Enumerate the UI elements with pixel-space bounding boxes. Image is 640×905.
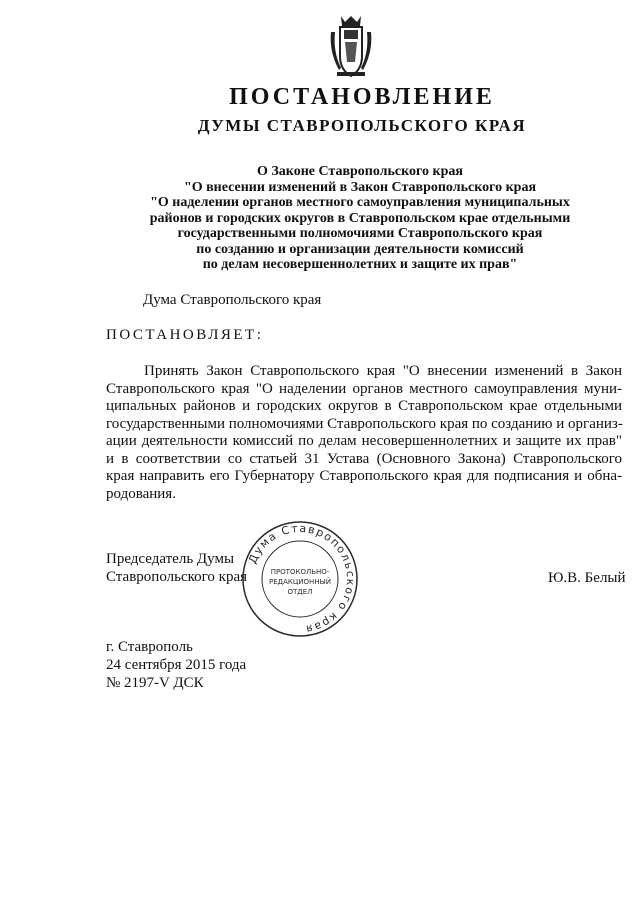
- heading-line: по делам несовершеннолетних и защите их прав": [202, 257, 518, 272]
- stamp-center-line: РЕДАКЦИОННЫЙ: [269, 578, 331, 586]
- resolution-paragraph: [106, 363, 622, 503]
- position-line: Председатель Думы: [106, 551, 235, 567]
- signatory-name: Ю.В. Белый: [548, 570, 626, 586]
- official-stamp: [240, 519, 360, 639]
- paragraph-line: родования.: [106, 485, 176, 502]
- heading-line: О Законе Ставропольского края: [257, 164, 463, 179]
- document-title: ПОСТАНОВЛЕНИЕ: [229, 84, 495, 110]
- paragraph-line: Принять Закон Ставропольского края "О внесении изменений в Закон: [144, 363, 622, 379]
- position-line: Ставропольского края: [106, 569, 247, 585]
- paragraph-line: ации деятельности комиссий по делам несовершеннолетних и защите их прав": [106, 433, 622, 449]
- coat-of-arms-icon: [327, 12, 375, 82]
- document-number: № 2197-V ДСК: [106, 675, 204, 691]
- document-date: 24 сентября 2015 года: [106, 657, 247, 673]
- issuing-body: Дума Ставропольского края: [143, 292, 322, 308]
- heading-line: "О наделении органов местного самоуправления муниципальных: [150, 195, 570, 210]
- resolves-label: ПОСТАНОВЛЯЕТ:: [106, 327, 264, 343]
- paragraph-line: Ставропольского края "О наделении органов местного самоуправления муни-: [106, 380, 622, 397]
- stamp-center-line: ПРОТОКОЛЬНО-: [270, 568, 330, 576]
- stamp-ring-text: Дума Ставропольского края: [245, 521, 358, 636]
- paragraph-line: ципальных районов и городских округов в Ставропольском крае отдельными: [106, 398, 622, 414]
- document-footer: [106, 638, 246, 692]
- city: г. Ставрополь: [106, 639, 193, 655]
- heading-line: государственными полномочиями Ставропольского края: [177, 226, 543, 241]
- document-subtitle: ДУМЫ СТАВРОПОЛЬСКОГО КРАЯ: [197, 116, 527, 135]
- paragraph-line: края направить его Губернатору Ставропольского края для подписания и обна-: [106, 468, 622, 484]
- stamp-center-line: ОТДЕЛ: [287, 588, 313, 596]
- heading-line: "О внесении изменений в Закон Ставропольского края: [183, 179, 537, 195]
- law-heading: [110, 164, 610, 273]
- heading-line: по созданию и организации деятельности комиссий: [196, 241, 524, 257]
- heading-line: районов и городских округов в Ставропольском крае отдельными: [149, 210, 571, 226]
- paragraph-line: государственными полномочиями Ставропольского края по созданию и организ-: [106, 415, 623, 432]
- signatory-position: [106, 550, 247, 586]
- paragraph-line: и в соответствии со статьей 31 Устава (Основного Закона) Ставропольского: [106, 450, 622, 467]
